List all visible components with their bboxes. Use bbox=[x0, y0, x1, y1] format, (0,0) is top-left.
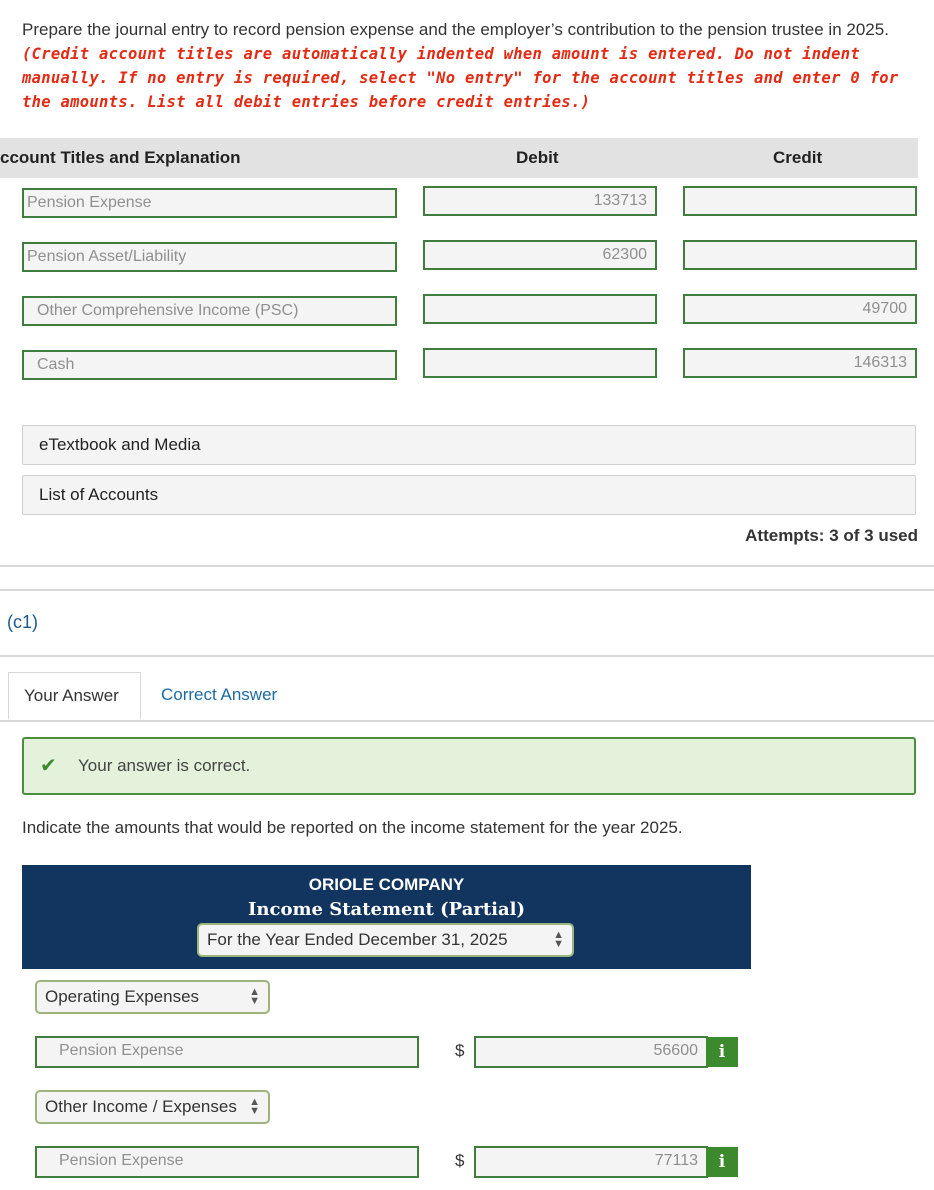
credit-field[interactable] bbox=[683, 186, 917, 216]
tab-your-answer[interactable]: Your Answer bbox=[8, 672, 141, 720]
feedback-message: Your answer is correct. bbox=[78, 756, 251, 775]
amount-field[interactable]: 56600 bbox=[474, 1036, 708, 1068]
etextbook-link[interactable]: eTextbook and Media bbox=[22, 425, 916, 465]
statement-item-field[interactable]: Pension Expense bbox=[35, 1146, 419, 1178]
credit-field[interactable]: 146313 bbox=[683, 348, 917, 378]
instruction-note: (Credit account titles are automatically indented when amount is entered. Do not indent manually. If no entry is required, select "No entry" for the account titles and enter 0 for the amounts. List all debit entries before credit entries.) bbox=[22, 45, 899, 111]
select-arrows-icon: ▲ ▼ bbox=[249, 986, 260, 1007]
divider bbox=[0, 655, 934, 657]
section-heading-select[interactable] bbox=[35, 980, 270, 1014]
account-title-field[interactable]: Other Comprehensive Income (PSC) bbox=[22, 296, 397, 326]
tab-correct-answer[interactable]: Correct Answer bbox=[161, 685, 278, 704]
answer-tabs bbox=[0, 672, 934, 722]
credit-field[interactable] bbox=[683, 240, 917, 270]
divider bbox=[0, 565, 934, 567]
section-heading-select[interactable] bbox=[35, 1090, 270, 1124]
info-icon[interactable]: i bbox=[706, 1037, 738, 1067]
currency-symbol: $ bbox=[455, 1151, 465, 1170]
currency-symbol: $ bbox=[455, 1041, 465, 1060]
debit-column-header: Debit bbox=[516, 148, 559, 167]
checkmark-icon: ✔ bbox=[40, 755, 57, 777]
account-column-header: ccount Titles and Explanation bbox=[0, 148, 241, 167]
part-label: (c1) bbox=[7, 612, 38, 632]
section-heading-value: Operating Expenses bbox=[45, 987, 200, 1006]
statement-header bbox=[22, 865, 751, 969]
account-title-field[interactable]: Cash bbox=[22, 350, 397, 380]
attempts-counter: Attempts: 3 of 3 used bbox=[745, 526, 918, 545]
statement-title: Income Statement (Partial) bbox=[247, 899, 526, 920]
company-name: ORIOLE COMPANY bbox=[308, 875, 465, 894]
debit-field[interactable]: 133713 bbox=[423, 186, 657, 216]
account-title-field[interactable]: Pension Expense bbox=[22, 188, 397, 218]
instructions bbox=[22, 18, 902, 114]
journal-table-header bbox=[0, 138, 918, 178]
section-heading-value: Other Income / Expenses bbox=[45, 1097, 237, 1116]
info-icon[interactable]: i bbox=[706, 1147, 738, 1177]
statement-item-field[interactable]: Pension Expense bbox=[35, 1036, 419, 1068]
list-of-accounts-link[interactable]: List of Accounts bbox=[22, 475, 916, 515]
period-select[interactable] bbox=[197, 923, 574, 957]
debit-field[interactable]: 62300 bbox=[423, 240, 657, 270]
feedback-box bbox=[22, 737, 916, 795]
credit-field[interactable]: 49700 bbox=[683, 294, 917, 324]
amount-field[interactable]: 77113 bbox=[474, 1146, 708, 1178]
period-select-value: For the Year Ended December 31, 2025 bbox=[207, 930, 508, 949]
select-arrows-icon: ▲ ▼ bbox=[249, 1096, 260, 1117]
account-title-field[interactable]: Pension Asset/Liability bbox=[22, 242, 397, 272]
select-arrows-icon: ▲ ▼ bbox=[553, 929, 564, 950]
divider bbox=[0, 589, 934, 591]
instruction-text: Prepare the journal entry to record pension expense and the employer’s contribution to the pension trustee in 2025. bbox=[22, 20, 889, 39]
debit-field[interactable] bbox=[423, 294, 657, 324]
question-text: Indicate the amounts that would be reported on the income statement for the year 2025. bbox=[22, 818, 683, 837]
credit-column-header: Credit bbox=[773, 148, 823, 167]
debit-field[interactable] bbox=[423, 348, 657, 378]
